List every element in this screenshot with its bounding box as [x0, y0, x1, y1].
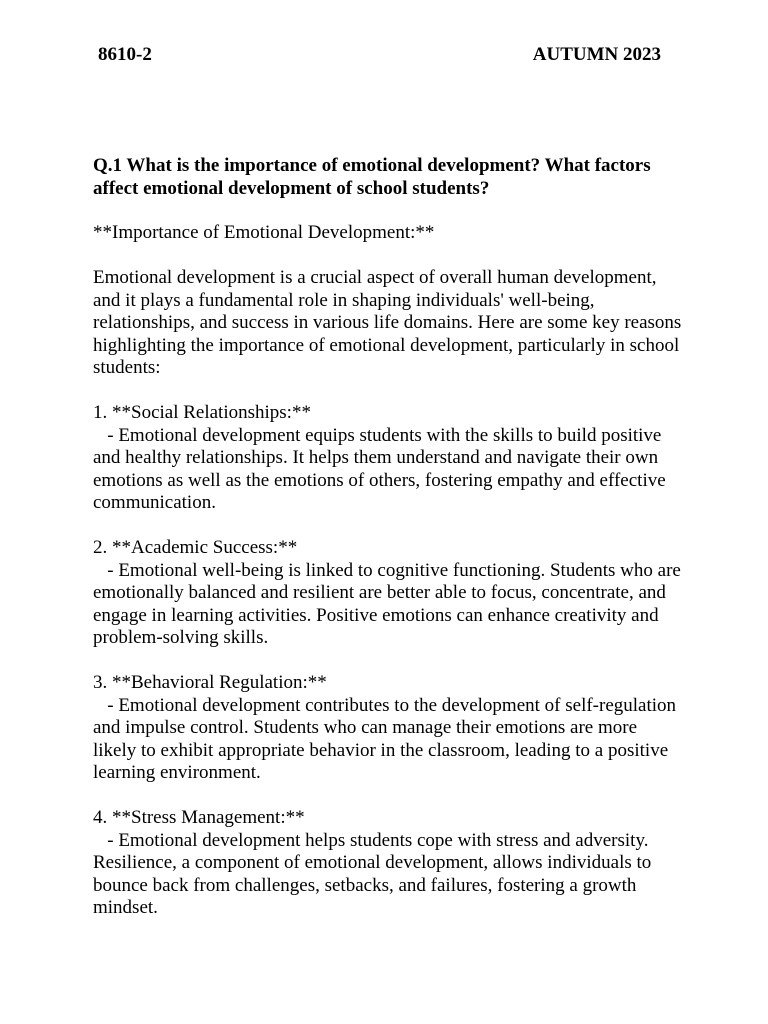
list-item-title: 4. **Stress Management:**: [93, 807, 305, 828]
list-item-title: 3. **Behavioral Regulation:**: [93, 672, 327, 693]
list-item: [93, 807, 683, 920]
list-item: [93, 672, 683, 785]
list-item-title: 1. **Social Relationships:**: [93, 402, 311, 423]
section-heading: **Importance of Emotional Development:**: [93, 222, 435, 243]
list-item-body: - Emotional well-being is linked to cognitive functioning. Students who are emotionally balanced and resilient are better able to focus, concentrate, and engage in learning activities. Positive emotions can enhance creativity and problem-solving skills.: [93, 559, 686, 648]
course-code: 8610-2: [98, 44, 152, 65]
list-item: [93, 402, 683, 515]
intro-paragraph: Emotional development is a crucial aspect of overall human development, and it plays a fundamental role in shaping individuals' well-being, relationships, and success in various life domains. Here are some key reasons highlighting the importance of emotional development, particularly in school students:: [93, 267, 682, 378]
document-body: [93, 155, 686, 942]
list-item: [93, 537, 686, 650]
list-item-body: - Emotional development equips students with the skills to build positive and healthy relationships. It helps them understand and navigate their own emotions as well as the emotions of others, fostering empathy and effective communication.: [93, 424, 671, 513]
question-text: Q.1 What is the importance of emotional development? What factors affect emotional development of school students?: [93, 155, 651, 199]
list-item-body: - Emotional development contributes to the development of self-regulation and impulse control. Students who can manage their emotions are more likely to exhibit appropriate behavior in the classroom, leading to a positive learning environment.: [93, 694, 681, 783]
page-header: [98, 44, 661, 70]
list-item-title: 2. **Academic Success:**: [93, 537, 298, 558]
exam-term: AUTUMN 2023: [532, 44, 661, 65]
list-item-body: - Emotional development helps students cope with stress and adversity. Resilience, a component of emotional development, allows individuals to bounce back from challenges, setbacks, and failures, fostering a growth mindset.: [93, 829, 657, 918]
